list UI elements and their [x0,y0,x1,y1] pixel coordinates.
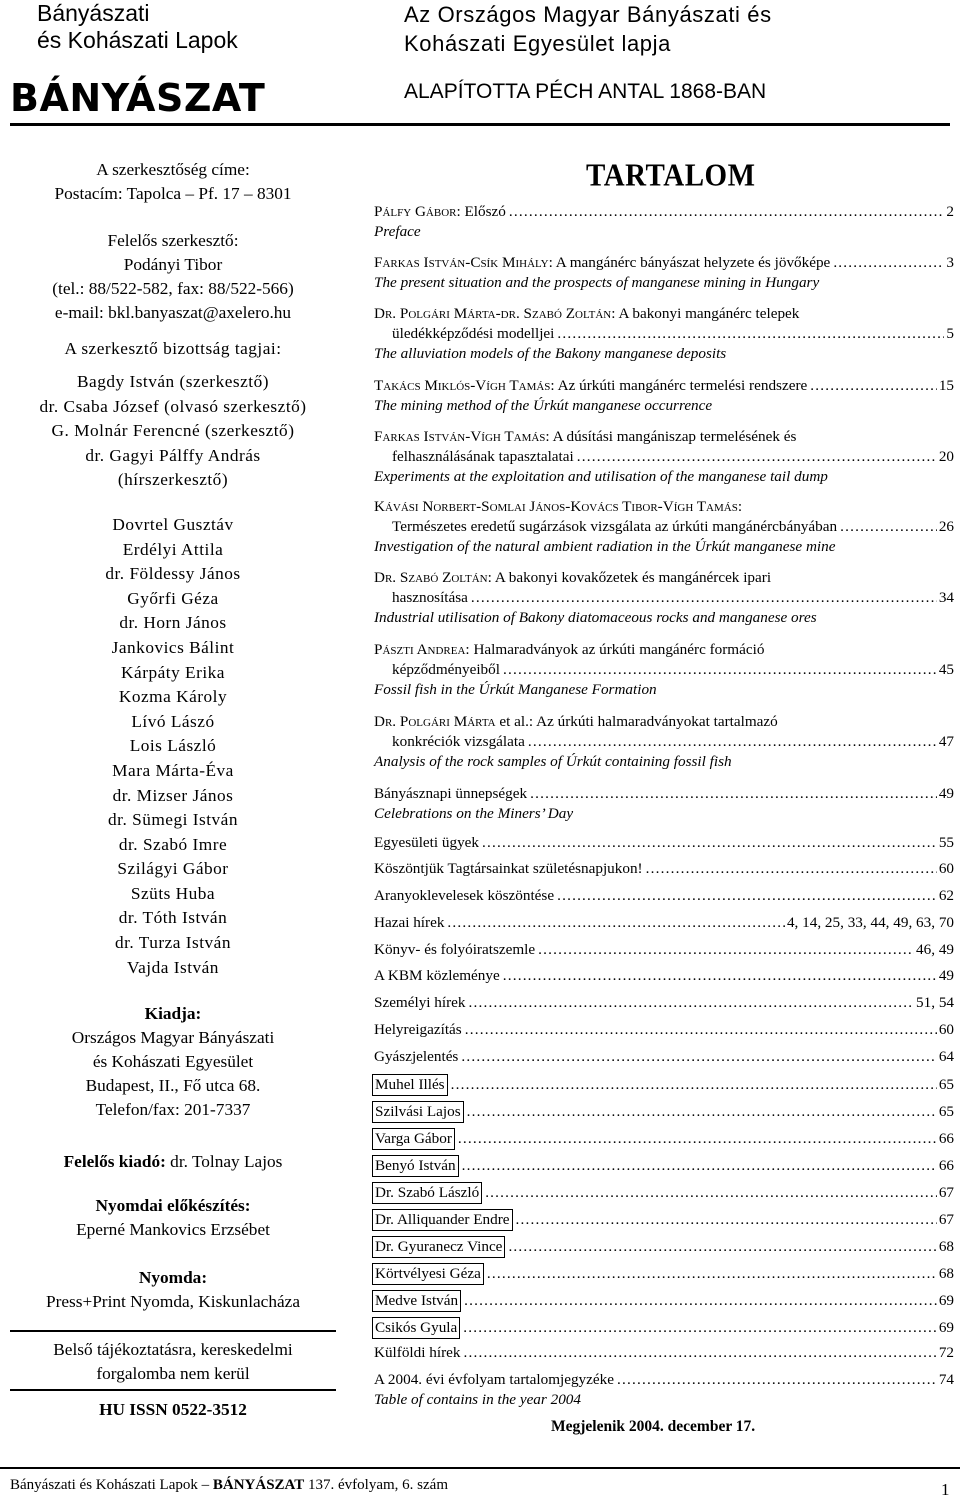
obituary-name: Medve István [372,1290,461,1312]
toc-entry[interactable] [374,376,954,416]
toc-entry[interactable] [374,940,954,960]
toc-entry[interactable] [374,913,954,933]
imprint-column [10,158,336,1422]
toc-page: 47 [938,733,954,750]
journal-title: BÁNYÁSZAT [10,76,266,120]
toc-entry[interactable] [374,1128,954,1150]
page-footer [10,1477,448,1494]
board-member: dr. Turza István [114,933,231,953]
board-member: Lois László [129,736,217,756]
obituary-name: Dr. Gyuranecz Vince [372,1236,505,1258]
toc-page: 68 [938,1265,954,1282]
distribution-note: forgalomba nem kerül [96,1364,250,1384]
responsible-publisher [10,1150,336,1174]
toc-title-text: Személyi hírek [374,994,466,1011]
board-editor: G. Molnár Ferencné (szerkesztő) [51,421,295,441]
board-editors [10,370,336,493]
toc-title: TARTALOM [586,158,756,194]
board-member: dr. Mizser János [112,785,234,805]
toc-title-text: konkréciók vizsgálata [392,733,525,750]
toc-title-text: Bányásznapi ünnepségek [374,785,528,802]
toc-title-text: Természetes eredetű sugárzások vizsgálata az úrkúti mangánércbányában [392,518,838,535]
obituary-name: Szilvási Lajos [372,1101,464,1123]
toc-author: Dr. Polgári Márta [374,713,496,730]
obituary-name: Körtvélyesi Géza [372,1263,484,1285]
publisher-line: és Kohászati Egyesület [92,1052,254,1072]
toc-entry[interactable] [374,1155,954,1177]
toc-entry[interactable] [374,886,954,906]
toc-author: Dr. Szabó Zoltán: [374,569,492,586]
obituary-name: Csikós Gyula [372,1317,460,1339]
footer-journal-title: BÁNYÁSZAT [212,1477,305,1493]
toc-entry[interactable] [374,1263,954,1285]
toc-entry[interactable] [374,427,954,487]
board-member: Vajda István [127,957,219,977]
toc-page: 72 [938,1344,954,1361]
toc-title-text: Helyreigazítás [374,1021,462,1038]
release-note: Megjelenik 2004. december 17. [551,1418,756,1435]
toc-subtitle: Celebrations on the Miners’ Day [374,805,574,822]
toc-entry[interactable] [374,568,954,628]
toc-author: Dr. Polgári Márta-dr. Szabó Zoltán: [374,305,616,322]
toc-entry[interactable] [374,1074,954,1096]
toc-title-text: A 2004. évi évfolyam tartalomjegyzéke [374,1371,614,1388]
board-editor: dr. Gagyi Pálffy András [85,445,261,465]
journal-name-line1: Bányászati [37,0,150,26]
board-member: Győrfi Géza [127,588,219,608]
toc-entry[interactable] [374,253,954,293]
toc-title-text: Egyesületi ügyek [374,834,480,851]
journal-name-line2: és Kohászati Lapok [37,27,238,53]
responsible-publisher-name: dr. Tolnay Lajos [170,1152,283,1172]
toc-entry[interactable] [374,712,954,772]
toc-page: 65 [938,1076,954,1093]
toc-entry[interactable] [374,784,954,824]
toc-page: 67 [938,1211,954,1228]
footer-rule [0,1467,960,1469]
toc-title-text: üledékképződési modelljei [392,325,555,342]
toc-subtitle: Industrial utilisation of Bakony diatomaceous rocks and manganese ores [374,609,817,626]
toc-author: Pálfy Gábor: [374,203,461,220]
toc-entry[interactable] [374,1047,954,1067]
toc-title-text: A bakonyi mangánérc telepek [618,305,800,322]
toc-page: 55 [938,834,954,851]
obituary-name: Muhel Illés [372,1074,448,1096]
footer-journal: Bányászati és Kohászati Lapok – [10,1477,210,1493]
board-member: Jankovics Bálint [111,637,235,657]
publisher-line: Országos Magyar Bányászati [71,1028,275,1048]
board-member: Lívó Lászó [131,711,215,731]
board-member: dr. Szabó Imre [118,834,228,854]
toc-page: 64 [938,1048,954,1065]
toc-author: Takács Miklós-Vígh Tamás: [374,377,555,394]
footer-issue: 137. évfolyam, 6. szám [308,1477,448,1493]
board-member: dr. Horn János [119,613,227,633]
toc-title-text: A bakonyi kovakőzetek és mangánércek ipari [494,569,772,586]
toc-page: 65 [938,1103,954,1120]
toc-entry[interactable] [374,1182,954,1204]
editor-email: e-mail: bkl.banyaszat@axelero.hu [54,303,292,322]
responsible-publisher-label: Felelős kiadó: [63,1152,166,1172]
toc-page: 2 [946,203,954,220]
issn: HU ISSN 0522-3512 [99,1400,247,1420]
toc-page: 15 [938,377,954,394]
toc-page: 68 [938,1238,954,1255]
toc-entry[interactable] [374,1209,954,1231]
toc-entry[interactable] [374,1236,954,1258]
toc-entry[interactable] [374,202,954,242]
toc-page: 4, 14, 25, 33, 44, 49, 63, 70 [786,914,954,931]
toc-entry[interactable] [374,640,954,700]
toc-entry[interactable] [374,993,954,1013]
board-member: Kozma Károly [118,687,228,707]
board-member: dr. Földessy János [105,564,241,584]
toc-title-text: Könyv- és folyóiratszemle [374,941,536,958]
board-editor: dr. Csaba József (olvasó szerkesztő) [39,396,307,416]
toc-subtitle: Fossil fish in the Úrkút Manganese Formation [374,681,657,698]
toc-page: 69 [938,1292,954,1309]
publisher-label: Kiadja: [144,1004,202,1024]
toc-title-text: Aranyoklevelesek köszöntése [374,887,555,904]
editor-label: Felelős szerkesztő: [107,231,239,250]
toc-page: 34 [938,589,954,606]
board-member: Szilágyi Gábor [117,859,229,879]
toc-title-text: Köszöntjük Tagtársainkat születésnapjukon! [374,860,643,877]
toc-page: 20 [938,448,954,465]
toc-page: 66 [938,1157,954,1174]
toc-entry[interactable] [374,1343,954,1363]
toc-title-text: hasznosítása [392,589,468,606]
toc-page: 49 [938,785,954,802]
toc-entry[interactable] [374,1290,954,1312]
board-member: dr. Tóth István [118,908,228,928]
toc-page: 46, 49 [916,941,954,958]
toc-entry[interactable] [374,1020,954,1040]
address: Postacím: Tapolca – Pf. 17 – 8301 [54,184,292,203]
printer-label: Nyomda: [138,1268,208,1288]
toc-page: 60 [938,1021,954,1038]
toc-page: 5 [946,325,954,342]
toc-page: 69 [938,1319,954,1336]
toc-entry[interactable] [374,833,954,853]
toc-title-text: felhasználásának tapasztalatai [392,448,574,465]
toc-title-text: képződményeiből [392,661,500,678]
board-label: A szerkesztő bizottság tagjai: [64,339,282,358]
page-number: 1 [941,1480,950,1499]
toc-entry[interactable] [374,1317,954,1339]
obituary-name: Varga Gábor [372,1128,455,1150]
board-editor: Bagdy István (szerkesztő) [77,372,269,391]
toc-subtitle: Experiments at the exploitation and utilisation of the manganese tail dump [374,468,828,485]
toc-title-text: Előszó [464,203,506,220]
toc-entry[interactable] [374,859,954,879]
printer: Press+Print Nyomda, Kiskunlacháza [45,1292,301,1312]
header-rule [10,123,950,126]
toc-page: 26 [938,518,954,535]
toc-title-text: A KBM közleménye [374,967,500,984]
toc-title-text: Hazai hírek [374,914,445,931]
toc-subtitle: The mining method of the Úrkút manganese occurrence [374,397,713,414]
toc-entry[interactable] [374,1101,954,1123]
toc-title-text: Külföldi hírek [374,1344,461,1361]
toc-subtitle: Analysis of the rock samples of Úrkút containing fossil fish [374,753,732,770]
address-label: A szerkesztőség címe: [96,160,250,179]
toc-author: Farkas István-Vígh Tamás: [374,428,550,445]
toc-title-text: A mangánérc bányászat helyzete és jövőképe [555,254,831,271]
toc-entry[interactable] [374,304,954,364]
toc-page: 67 [938,1184,954,1201]
toc-page: 3 [946,254,954,271]
toc-entry[interactable] [374,966,954,986]
board-members [10,513,336,980]
toc-page: 62 [938,887,954,904]
distribution-note: Belső tájékoztatásra, kereskedelmi [53,1340,293,1360]
toc-subtitle: The present situation and the prospects of manganese mining in Hungary [374,274,820,291]
journal-name [37,0,238,54]
prepress: Eperné Mankovics Erzsébet [76,1220,270,1240]
toc-page: 45 [938,661,954,678]
board-member: Szüts Huba [130,883,216,903]
founded-line: ALAPÍTOTTA PÉCH ANTAL 1868-BAN [404,80,767,103]
organization-line [404,0,772,58]
obituary-name: Dr. Szabó László [372,1182,482,1204]
toc-page: 66 [938,1130,954,1147]
board-member: Mara Márta-Éva [112,760,234,780]
toc-page: 60 [938,860,954,877]
editor-name: Podányi Tibor [123,255,223,274]
toc-author: Kávási Norbert-Somlai János-Kovács Tibor-Vígh Tamás: [374,498,743,515]
toc-title-text: A dúsítási mangániszap termelésének és [552,428,797,445]
toc-title-text: et al.: Az úrkúti halmaradványokat tartalmazó [499,713,778,730]
obituary-name: Dr. Alliquander Endre [372,1209,513,1231]
publisher-line: Telefon/fax: 201-7337 [95,1100,251,1120]
toc-author: Farkas István-Csík Mihály: [374,254,553,271]
board-member: Erdélyi Attila [122,539,224,559]
board-editor: (hírszerkesztő) [117,470,229,490]
board-member: dr. Sümegi István [108,810,238,830]
toc-title-text: Halmaradványok az úrkúti mangánérc formáció [473,641,765,658]
editor-phone: (tel.: 88/522-582, fax: 88/522-566) [52,279,294,298]
toc-title-text: Az úrkúti mangánérc termelési rendszere [557,377,808,394]
toc-title-text: Gyászjelentés [374,1048,459,1065]
toc-entry[interactable] [374,1370,954,1410]
toc-subtitle: Table of contains in the year 2004 [374,1391,581,1408]
board-member: Kárpáty Erika [121,662,225,682]
toc-page: 51, 54 [916,994,954,1011]
organization-line1: Az Országos Magyar Bányászati és [404,2,772,27]
organization-line2: Kohászati Egyesület lapja [404,31,671,56]
toc-subtitle: Preface [374,223,421,240]
toc-author: Pászti Andrea: [374,641,470,658]
publisher-line: Budapest, II., Fő utca 68. [85,1076,261,1096]
toc-subtitle: The alluviation models of the Bakony manganese deposits [374,345,727,362]
obituary-name: Benyó István [372,1155,459,1177]
prepress-label: Nyomdai előkészítés: [95,1196,251,1216]
toc-page: 74 [938,1371,954,1388]
toc-page: 49 [938,967,954,984]
toc-entry[interactable] [374,497,954,557]
toc-subtitle: Investigation of the natural ambient radiation in the Úrkút manganese mine [374,538,836,555]
board-member: Dovrtel Gusztáv [112,514,234,534]
